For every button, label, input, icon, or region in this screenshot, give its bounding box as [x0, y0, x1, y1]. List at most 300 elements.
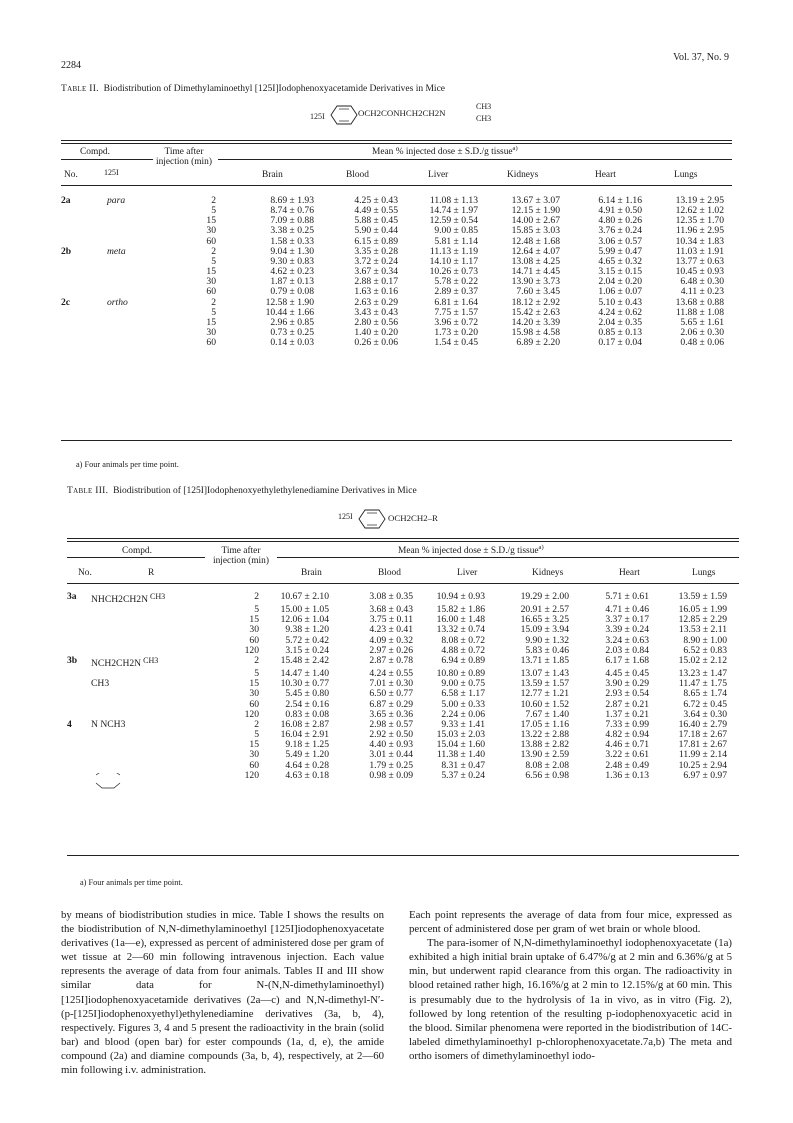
organ-value: 10.45 ± 0.93 — [675, 266, 724, 278]
time-point: 60 — [249, 634, 259, 646]
compound-number — [67, 636, 87, 646]
substitution-position — [97, 308, 179, 318]
time-point: 5 — [211, 205, 216, 217]
substitution-position — [97, 257, 179, 267]
compound-number — [67, 730, 87, 740]
organ-value: 1.73 ± 0.20 — [434, 327, 478, 339]
organ-value: 16.04 ± 2.91 — [280, 729, 329, 741]
time-point: 60 — [249, 698, 259, 710]
organ-value: 13.90 ± 2.59 — [520, 749, 569, 761]
organ-value: 3.24 ± 0.63 — [605, 634, 649, 646]
organ-value: 12.35 ± 1.70 — [675, 215, 724, 227]
organ-value: 3.06 ± 0.57 — [598, 235, 642, 247]
organ-value: 10.67 ± 2.10 — [280, 591, 329, 602]
organ-value: 3.72 ± 0.24 — [354, 255, 398, 267]
organ-value: 4.40 ± 0.93 — [369, 739, 413, 751]
organ-value: 4.91 ± 0.50 — [598, 205, 642, 217]
organ-value: 9.00 ± 0.75 — [441, 678, 485, 690]
organ-value: 13.19 ± 2.95 — [675, 195, 724, 206]
organ-value: 5.37 ± 0.24 — [441, 769, 485, 781]
compound-number: 2c — [61, 296, 71, 308]
table2-header-rule — [61, 185, 732, 186]
table3-mean-rule — [277, 557, 739, 558]
organ-value: 4.24 ± 0.55 — [369, 668, 413, 680]
organ-value: 4.62 ± 0.23 — [270, 266, 314, 278]
organ-value: 5.49 ± 1.20 — [285, 749, 329, 761]
time-point: 30 — [206, 276, 216, 288]
organ-value: 2.87 ± 0.78 — [369, 654, 413, 666]
substitution-position — [97, 206, 179, 216]
time-point: 120 — [244, 644, 259, 656]
organ-value: 13.90 ± 3.73 — [511, 276, 560, 288]
compound-number: 4 — [67, 718, 72, 730]
organ-value: 14.00 ± 2.67 — [511, 215, 560, 227]
substitution-position — [97, 338, 179, 348]
organ-value: 9.04 ± 1.30 — [270, 245, 314, 257]
compound-number — [67, 679, 87, 689]
r-group — [87, 646, 205, 656]
compound-number — [67, 771, 87, 781]
table2-mean-rule — [218, 159, 732, 160]
table3-header-liver: Liver — [457, 568, 478, 578]
organ-value: 6.81 ± 1.64 — [434, 296, 478, 308]
table2-header-no: No. — [64, 170, 78, 180]
organ-value: 5.90 ± 0.44 — [354, 225, 398, 237]
organ-value: 11.99 ± 2.14 — [678, 749, 727, 761]
organ-value: 5.72 ± 0.42 — [285, 634, 329, 646]
time-point: 30 — [249, 688, 259, 700]
organ-value: 0.26 ± 0.06 — [354, 337, 398, 349]
time-point: 2 — [254, 718, 259, 730]
time-point: 5 — [254, 729, 259, 741]
organ-value: 1.63 ± 0.16 — [354, 286, 398, 298]
organ-value: 2.97 ± 0.26 — [369, 644, 413, 656]
organ-value: 13.68 ± 0.88 — [675, 296, 724, 308]
organ-value: 6.56 ± 0.98 — [525, 769, 569, 781]
table3-header-heart: Heart — [619, 568, 640, 578]
table2 — [61, 196, 736, 348]
body-column-right — [409, 908, 732, 1063]
time-point: 5 — [211, 306, 216, 318]
substitution-position: ortho — [107, 296, 128, 308]
table2-compd-rule — [61, 159, 153, 160]
table3-caption-block — [67, 486, 417, 496]
time-point: 120 — [244, 708, 259, 720]
organ-value: 10.30 ± 0.77 — [280, 678, 329, 690]
organ-value: 5.10 ± 0.43 — [598, 296, 642, 308]
organ-value: 12.62 ± 1.02 — [675, 205, 724, 217]
organ-value: 4.49 ± 0.55 — [354, 205, 398, 217]
organ-value: 13.71 ± 1.85 — [520, 654, 569, 666]
table2-header-time: Time after injection (min) — [156, 147, 212, 167]
table2-header-compd: Compd. — [80, 147, 110, 157]
organ-value: 5.99 ± 0.47 — [598, 245, 642, 257]
organ-value: 16.08 ± 2.87 — [280, 718, 329, 730]
organ-value: 9.38 ± 1.20 — [285, 624, 329, 636]
organ-value: 5.71 ± 0.61 — [605, 591, 649, 602]
organ-value: 5.45 ± 0.80 — [285, 688, 329, 700]
substitution-position: para — [107, 195, 126, 206]
organ-value: 14.10 ± 1.17 — [429, 255, 478, 267]
organ-value: 5.81 ± 1.14 — [434, 235, 478, 247]
organ-value: 9.90 ± 1.32 — [525, 634, 569, 646]
table-row — [61, 338, 736, 348]
substitution-position — [97, 226, 179, 236]
organ-value: 2.03 ± 0.84 — [605, 644, 649, 656]
time-point: 15 — [249, 678, 259, 690]
table2-header-sub: 125I — [104, 168, 119, 177]
table2-top-rule — [61, 140, 732, 141]
table3-rows — [67, 592, 739, 781]
organ-value: 3.96 ± 0.72 — [434, 316, 478, 328]
body-left-paragraph: by means of biodistribution studies in mice. Table I shows the results on the biodistribution of N,N-dimethylaminoethyl [125I]iodophenoxyacetate derivatives (1a—e), expressed as percent of administered dose per gram of wet tissue at 2—60 min following intravenous injection. Each value represents the average of data from four animals. Tables II and III show similar data for N-(N,N-dimethylaminoethyl)[125I]iodophenoxyacetamide derivatives (2a—c) and N,N-dimethyl-N′-(p-[125I]iodophenoxyethyl)ethylenediamine derivatives (3a, b, 4), respectively. Figures 3, 4 and 5 present the radioactivity in the brain (solid bar) and blood (open bar) for ester compounds (1a, d, e), the amide compound (2a) and diamine compounds (3a, b, 4), respectively, at 2—60 min following i.v. administration. — [61, 909, 384, 1077]
organ-value: 1.36 ± 0.13 — [605, 769, 649, 781]
table3 — [67, 592, 739, 781]
organ-value: 16.40 ± 2.79 — [678, 718, 727, 730]
table2-bottom-rule — [61, 440, 732, 441]
organ-value: 13.88 ± 2.82 — [520, 739, 569, 751]
table2-header-mean-note: a) — [512, 144, 518, 152]
organ-value: 0.14 ± 0.03 — [270, 337, 314, 349]
organ-value: 2.88 ± 0.17 — [354, 276, 398, 288]
compound-number — [67, 689, 87, 699]
organ-value: 1.87 ± 0.13 — [270, 276, 314, 288]
table3-structure-chain: OCH2CH2–R — [388, 513, 438, 523]
table2-body — [61, 196, 736, 348]
organ-value: 4.71 ± 0.46 — [605, 604, 649, 616]
organ-value: 15.82 ± 1.86 — [436, 604, 485, 616]
time-point: 15 — [249, 614, 259, 626]
r-group: CH3 — [91, 678, 110, 690]
table3-top-rule-2 — [67, 541, 739, 542]
organ-value: 11.03 ± 1.91 — [675, 245, 724, 257]
organ-value: 5.88 ± 0.45 — [354, 215, 398, 227]
organ-value: 2.87 ± 0.21 — [605, 698, 649, 710]
table3-structure-iodine: 125I — [338, 512, 353, 521]
organ-value: 2.63 ± 0.29 — [354, 296, 398, 308]
time-point: 120 — [244, 769, 259, 781]
compound-number — [61, 216, 97, 226]
time-point: 2 — [254, 654, 259, 666]
organ-value: 4.23 ± 0.41 — [369, 624, 413, 636]
table2-header-heart: Heart — [595, 170, 616, 180]
table2-structure-ch3-bottom: CH3 — [476, 114, 492, 123]
table2-header-brain: Brain — [262, 170, 283, 180]
table3-footnote: a) Four animals per time point. — [80, 878, 183, 887]
organ-value: 20.91 ± 2.57 — [520, 604, 569, 616]
organ-value: 13.59 ± 1.59 — [678, 591, 727, 602]
time-point: 30 — [249, 624, 259, 636]
r-group: NHCH2CH2N $^{CH3}$ — [91, 592, 166, 605]
organ-value: 13.67 ± 3.07 — [511, 195, 560, 206]
organ-value: 3.43 ± 0.43 — [354, 306, 398, 318]
organ-value: 0.17 ± 0.04 — [598, 337, 642, 349]
organ-value: 2.06 ± 0.30 — [680, 327, 724, 339]
compound-number — [67, 761, 87, 771]
organ-value: 8.74 ± 0.76 — [270, 205, 314, 217]
substitution-position — [97, 277, 179, 287]
organ-value: 11.13 ± 1.19 — [429, 245, 478, 257]
organ-value: 12.48 ± 1.68 — [511, 235, 560, 247]
r-group — [87, 615, 205, 625]
organ-value: 10.34 ± 1.83 — [675, 235, 724, 247]
compound-number: 3b — [67, 654, 78, 666]
table3-body — [67, 592, 739, 781]
compound-number — [61, 328, 97, 338]
time-point: 15 — [206, 215, 216, 227]
table2-caption-block — [61, 84, 445, 94]
organ-value: 9.30 ± 0.83 — [270, 255, 314, 267]
organ-value: 11.47 ± 1.75 — [678, 678, 727, 690]
organ-value: 5.65 ± 1.61 — [680, 316, 724, 328]
table2-header-kidneys: Kidneys — [507, 170, 539, 180]
organ-value: 6.94 ± 0.89 — [441, 654, 485, 666]
piperazine-ring-icon — [88, 773, 128, 791]
organ-value: 4.82 ± 0.94 — [605, 729, 649, 741]
compound-number — [61, 206, 97, 216]
time-point: 60 — [206, 337, 216, 349]
organ-value: 15.04 ± 1.60 — [436, 739, 485, 751]
organ-value: 9.00 ± 0.85 — [434, 225, 478, 237]
benzene-ring-icon — [358, 508, 386, 530]
compound-number — [61, 257, 97, 267]
table3-bottom-rule — [67, 855, 739, 856]
organ-value: 0.79 ± 0.08 — [270, 286, 314, 298]
organ-value: 13.32 ± 0.74 — [436, 624, 485, 636]
organ-value: 2.96 ± 0.85 — [270, 316, 314, 328]
table3-header-r: R — [148, 568, 155, 578]
organ-value: 11.88 ± 1.08 — [675, 306, 724, 318]
r-group — [87, 700, 205, 710]
compound-number — [61, 308, 97, 318]
organ-value: 3.08 ± 0.35 — [369, 591, 413, 602]
table2-header-blood: Blood — [346, 170, 369, 180]
organ-value: 0.73 ± 0.25 — [270, 327, 314, 339]
organ-value: 3.67 ± 0.34 — [354, 266, 398, 278]
organ-value: 6.97 ± 0.97 — [683, 769, 727, 781]
table3-caption: Biodistribution of [125I]Iodophenoxyethylethylenediamine Derivatives in Mice — [113, 486, 417, 496]
organ-value: 14.71 ± 4.45 — [511, 266, 560, 278]
organ-value: 8.31 ± 0.47 — [441, 759, 485, 771]
organ-value: 8.08 ± 0.72 — [441, 634, 485, 646]
time-point: 30 — [206, 225, 216, 237]
organ-value: 6.58 ± 1.17 — [441, 688, 485, 700]
r-group-ch3: CH3 — [141, 655, 159, 665]
organ-value: 3.15 ± 0.15 — [598, 266, 642, 278]
organ-value: 3.22 ± 0.61 — [605, 749, 649, 761]
compound-number — [67, 669, 87, 679]
organ-value: 6.14 ± 1.16 — [598, 195, 642, 206]
table3-header-mean-note: a) — [538, 543, 544, 551]
table2-rows — [61, 196, 736, 348]
organ-value: 12.64 ± 4.07 — [511, 245, 560, 257]
organ-value: 14.47 ± 1.40 — [280, 668, 329, 680]
time-point: 2 — [211, 296, 216, 308]
organ-value: 13.53 ± 2.11 — [678, 624, 727, 636]
organ-value: 15.02 ± 2.12 — [678, 654, 727, 666]
organ-value: 13.07 ± 1.43 — [520, 668, 569, 680]
organ-value: 2.98 ± 0.57 — [369, 718, 413, 730]
journal-volume: Vol. 37, No. 9 — [673, 52, 729, 63]
organ-value: 3.37 ± 0.17 — [605, 614, 649, 626]
time-point: 60 — [206, 235, 216, 247]
organ-value: 3.75 ± 0.11 — [369, 614, 413, 626]
table2-top-rule-2 — [61, 143, 732, 144]
table2-caption: Biodistribution of Dimethylaminoethyl [125I]Iodophenoxyacetamide Derivatives in Mice — [103, 84, 446, 94]
organ-value: 6.15 ± 0.89 — [354, 235, 398, 247]
organ-value: 6.50 ± 0.77 — [369, 688, 413, 700]
table3-header-time: Time after injection (min) — [213, 546, 269, 566]
organ-value: 2.89 ± 0.37 — [434, 286, 478, 298]
organ-value: 9.33 ± 1.41 — [441, 718, 485, 730]
table3-label: Table III. — [67, 486, 109, 496]
organ-value: 4.88 ± 0.72 — [441, 644, 485, 656]
compound-number — [67, 750, 87, 760]
organ-value: 5.78 ± 0.22 — [434, 276, 478, 288]
organ-value: 10.25 ± 2.94 — [678, 759, 727, 771]
organ-value: 0.98 ± 0.09 — [369, 769, 413, 781]
organ-value: 2.93 ± 0.54 — [605, 688, 649, 700]
table2-header-mean-text: Mean % injected dose ± S.D./g tissue — [372, 147, 513, 157]
table3-header-rule — [67, 583, 739, 584]
organ-value: 1.37 ± 0.21 — [605, 708, 649, 720]
organ-value: 1.58 ± 0.33 — [270, 235, 314, 247]
organ-value: 7.33 ± 0.99 — [605, 718, 649, 730]
organ-value: 3.01 ± 0.44 — [369, 749, 413, 761]
organ-value: 2.48 ± 0.49 — [605, 759, 649, 771]
organ-value: 4.46 ± 0.71 — [605, 739, 649, 751]
organ-value: 8.69 ± 1.93 — [270, 195, 314, 206]
table2-structure-iodine: 125I — [310, 112, 325, 121]
compound-number — [61, 318, 97, 328]
table2-structure-chain: OCH2CONHCH2CH2N — [358, 108, 446, 118]
r-group-ch3: CH3 — [148, 592, 166, 601]
substitution-position — [97, 328, 179, 338]
time-point: 2 — [211, 245, 216, 257]
time-point: 15 — [206, 266, 216, 278]
organ-value: 2.04 ± 0.35 — [598, 316, 642, 328]
organ-value: 0.48 ± 0.06 — [680, 337, 724, 349]
body-right-paragraph-2: The para-isomer of N,N-dimethylaminoethyl iodophenoxyacetate (1a) exhibited a high initial brain uptake of 6.47%/g at 2 min and 6.36%/g at 5 min, but underwent rapid clearance from this organ. The radioactivity in blood retained rather high, 16.16%/g at 2 min to 12.15%/g at 60 min. This is presumably due to the hydrolysis of 1a in vivo, as in vitro (Fig. 2), followed by long retention of the resulting p-iodophenoxyacetic acid in the blood. Similar phenomena were reported in the biodistribution of 14C-labeled dimethylaminoethyl p-chlorophenoxyacetate.7a,b) The meta and ortho isomers of dimethylaminoethyl iodo- — [409, 937, 732, 1062]
organ-value: 15.48 ± 2.42 — [280, 654, 329, 666]
organ-value: 4.63 ± 0.18 — [285, 769, 329, 781]
table2-footnote: a) Four animals per time point. — [76, 460, 179, 469]
organ-value: 16.65 ± 3.25 — [520, 614, 569, 626]
organ-value: 13.77 ± 0.63 — [675, 255, 724, 267]
table3-top-rule — [67, 538, 739, 539]
organ-value: 4.80 ± 0.26 — [598, 215, 642, 227]
table2-label: Table II. — [61, 84, 99, 94]
organ-value: 8.65 ± 1.74 — [683, 688, 727, 700]
organ-value: 6.52 ± 0.83 — [683, 644, 727, 656]
organ-value: 7.09 ± 0.88 — [270, 215, 314, 227]
organ-value: 2.80 ± 0.56 — [354, 316, 398, 328]
organ-value: 5.83 ± 0.46 — [525, 644, 569, 656]
organ-value: 1.40 ± 0.20 — [354, 327, 398, 339]
organ-value: 1.06 ± 0.07 — [598, 286, 642, 298]
organ-value: 13.22 ± 2.88 — [520, 729, 569, 741]
compound-number — [67, 625, 87, 635]
organ-value: 17.05 ± 1.16 — [520, 718, 569, 730]
organ-value: 11.96 ± 2.95 — [675, 225, 724, 237]
organ-value: 3.64 ± 0.30 — [683, 708, 727, 720]
time-point: 2 — [211, 195, 216, 206]
compound-number — [67, 700, 87, 710]
organ-value: 7.01 ± 0.30 — [369, 678, 413, 690]
time-point: 5 — [211, 255, 216, 267]
time-point: 15 — [206, 316, 216, 328]
organ-value: 10.44 ± 1.66 — [265, 306, 314, 318]
organ-value: 10.80 ± 0.89 — [436, 668, 485, 680]
organ-value: 0.85 ± 0.13 — [598, 327, 642, 339]
table3-compd-rule — [67, 557, 205, 558]
organ-value: 2.24 ± 0.06 — [441, 708, 485, 720]
organ-value: 12.58 ± 1.90 — [265, 296, 314, 308]
table2-header-lungs: Lungs — [674, 170, 698, 180]
organ-value: 5.00 ± 0.33 — [441, 698, 485, 710]
table3-header-brain: Brain — [301, 568, 322, 578]
organ-value: 10.26 ± 0.73 — [429, 266, 478, 278]
organ-value: 17.81 ± 2.67 — [678, 739, 727, 751]
compound-number — [61, 267, 97, 277]
r-group — [87, 750, 205, 760]
organ-value: 16.05 ± 1.99 — [678, 604, 727, 616]
organ-value: 6.87 ± 0.29 — [369, 698, 413, 710]
time-point: 2 — [254, 591, 259, 602]
organ-value: 15.03 ± 2.03 — [436, 729, 485, 741]
organ-value: 3.35 ± 0.28 — [354, 245, 398, 257]
organ-value: 13.23 ± 1.47 — [678, 668, 727, 680]
substitution-position: meta — [107, 245, 126, 257]
organ-value: 18.12 ± 2.92 — [511, 296, 560, 308]
organ-value: 10.94 ± 0.93 — [436, 591, 485, 602]
time-point: 30 — [249, 749, 259, 761]
r-group — [87, 730, 205, 740]
organ-value: 12.77 ± 1.21 — [520, 688, 569, 700]
organ-value: 14.74 ± 1.97 — [429, 205, 478, 217]
table3-header-no: No. — [78, 568, 92, 578]
organ-value: 0.83 ± 0.08 — [285, 708, 329, 720]
table3-header-blood: Blood — [378, 568, 401, 578]
time-point: 60 — [249, 759, 259, 771]
r-group: N NCH3 — [91, 718, 126, 730]
organ-value: 3.68 ± 0.43 — [369, 604, 413, 616]
organ-value: 7.67 ± 1.40 — [525, 708, 569, 720]
r-group — [87, 625, 205, 635]
table3-header-compd: Compd. — [122, 546, 152, 556]
r-group: NCH2CH2N $^{CH3}$ — [91, 655, 159, 669]
r-group — [87, 689, 205, 699]
benzene-ring-icon — [330, 104, 358, 126]
time-point: 30 — [206, 327, 216, 339]
r-group — [87, 740, 205, 750]
table2-header-mean — [372, 144, 518, 157]
organ-value: 15.42 ± 2.63 — [511, 306, 560, 318]
table2-structure-ch3-top: CH3 — [476, 102, 492, 111]
organ-value: 4.25 ± 0.43 — [354, 195, 398, 206]
compound-number — [67, 605, 87, 615]
body-column-left — [61, 908, 384, 1077]
table2-header-liver: Liver — [428, 170, 449, 180]
organ-value: 13.08 ± 4.25 — [511, 255, 560, 267]
organ-value: 15.09 ± 3.94 — [520, 624, 569, 636]
organ-value: 8.90 ± 1.00 — [683, 634, 727, 646]
r-group — [87, 761, 205, 771]
table3-header-mean-text: Mean % injected dose ± S.D./g tissue — [398, 546, 539, 556]
time-point: 60 — [206, 286, 216, 298]
organ-value: 12.15 ± 1.90 — [511, 205, 560, 217]
organ-value: 16.00 ± 1.48 — [436, 614, 485, 626]
